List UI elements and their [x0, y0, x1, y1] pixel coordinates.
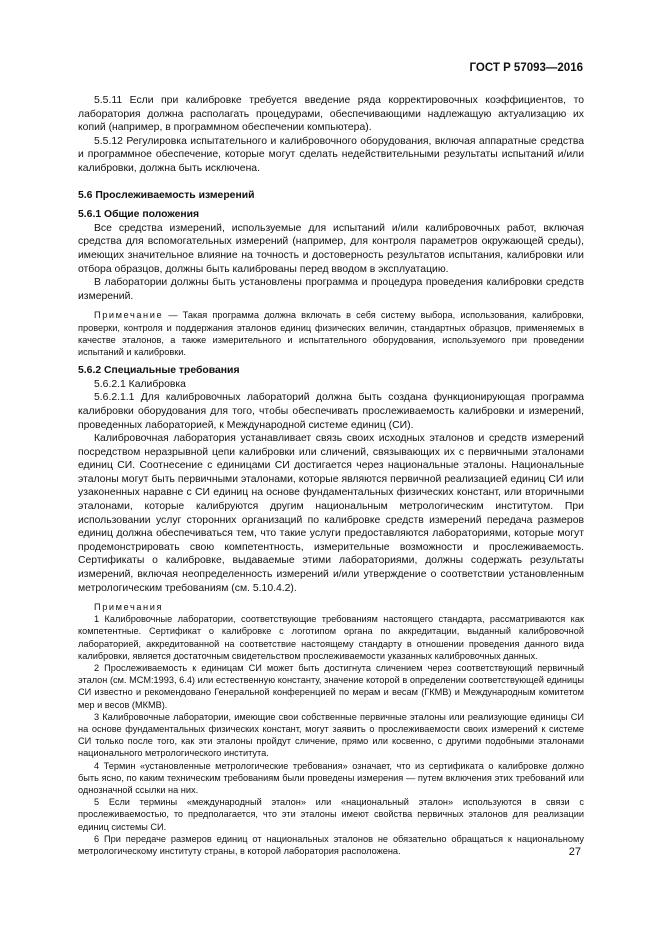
paragraph-5-5-12: 5.5.12 Регулировка испытательного и калибровочного оборудования, включая аппаратные средства и программное обеспечение, которые могут сделать недействительными результаты испытаний и/или калибровки, должна быть исключена. — [78, 135, 584, 174]
page-number: 27 — [568, 846, 581, 858]
note-item: 4 Термин «установленные метрологические требования» означает, что из сертификата о калибровке должно быть ясно, по каким техническим требованиям были проведены измерения — путем включения этих требований или однозначной ссылки на них. — [78, 760, 584, 796]
note-item: 3 Калибровочные лаборатории, имеющие свои собственные первичные эталоны или реализующие единицы СИ на основе фундаментальных физических констант, могут заявить о прослеживаемости своих измерений к системе СИ только после того, как эти эталоны пройдут сличение, прямо или косвенно, с другими подобными эталонами национального метрологического института. — [78, 711, 584, 759]
paragraph-5-6-1-a: Все средства измерений, используемые для испытаний и/или калибровочных работ, включая средства для вспомогательных измерений (например, для контроля параметров окружающей среды), имеющих значительное влияние на точность и достоверность результатов испытания, калибровки или отбора образцов, должны быть калиброваны перед вводом в эксплуатацию. — [78, 222, 584, 275]
section-heading-5-6-1: 5.6.1 Общие положения — [78, 209, 200, 221]
note-label: Примечание — [94, 310, 164, 321]
section-heading-5-6-2: 5.6.2 Специальные требования — [78, 365, 240, 377]
paragraph-5-5-11: 5.5.11 Если при калибровке требуется введение ряда корректировочных коэффициентов, то лаборатория должна располагать процедурами, обеспечивающими надлежащую актуализацию их копий (например, в программном обеспечении компьютера). — [78, 95, 584, 134]
paragraph-calibration-lab: Калибровочная лаборатория устанавливает связь своих исходных эталонов и средств измерений посредством неразрывной цепи калибровки или сличений, связывающих их с первичными эталонами единиц СИ. Соотнесение с единицами СИ достигается через национальные эталоны. Национальные эталоны могут быть первичными эталонами, которые являются первичной реализацией единиц СИ или узаконенных наравне с СИ единиц на основе фундаментальных физических констант, или вторичными эталонами, которые калибруются другим национальным метрологическим институтом. При использовании услуг сторонних организаций по калибровке средств измерений передача размеров единиц должна обеспечиваться тем, что такие услуги предоставляются лабораториями, которые могут продемонстрировать свою компетентность, измерительные возможности и прослеживаемость. Сертификаты о калибровке, выдаваемые этими лабораториями, должны содержать результаты измерений, включая неопределенность измерений и/или утверждение о соответствии установленным метрологическим требованиям (см. 5.10.4.2). — [78, 433, 584, 594]
paragraph-5-6-2-1-1: 5.6.2.1.1 Для калибровочных лабораторий должна быть создана функционирующая программа калибровки оборудования для того, чтобы обеспечивать прослеживаемость калибровки и измерений, проведенных лабораторией, к Международной системе единиц (СИ). — [78, 392, 584, 431]
section-heading-5-6-2-1: 5.6.2.1 Калибровка — [94, 378, 186, 390]
standard-header: ГОСТ Р 57093—2016 — [469, 62, 583, 74]
document-body — [78, 94, 584, 857]
paragraph-5-6-1-b: В лаборатории должны быть установлены программа и процедура проведения калибровки средств измерений. — [78, 277, 584, 302]
note-item: 5 Если термины «международный эталон» или «национальный эталон» используются в связи с прослеживаемостью, то предполагается, что эти эталоны имеют свойства первичных эталонов для реализации единиц системы СИ. — [78, 797, 584, 832]
section-heading-5-6: 5.6 Прослеживаемость измерений — [78, 189, 255, 201]
note-item: 1 Калибровочные лаборатории, соответствующие требованиям настоящего стандарта, рассматриваются как компетентные. Сертификат о калибровке с логотипом органа по аккредитации, выданный калибровочной лабораторией, аккредитованной на соответствие настоящему стандарту в отношении проведения данного вида калибровки, является достаточным свидетельством прослеживаемости указанных калибровочных данных. — [78, 614, 584, 661]
note-block — [78, 309, 584, 358]
notes-title: Примечания — [94, 602, 164, 613]
note-item: 6 При передаче размеров единиц от национальных эталонов не обязательно обращаться к национальному метрологическому институту страны, в которой лаборатория расположена. — [78, 833, 584, 857]
note-item: 2 Прослеживаемость к единицам СИ может быть достигнута сличением через соответствующий первичный эталон (см. МСМ:1993, 6.4) или естественную константу, значение которой в определении соответствующей единицы СИ известно и рекомендовано Генеральной конференцией по мерам и весам (ГКМВ) и Международным комитетом мер и весов (МКМВ). — [78, 663, 584, 710]
note-text: — Такая программа должна включать в себя систему выбора, использования, калибровки, проверки, контроля и поддержания эталонов единиц физических величин, стандартных образцов, применяемых в качестве эталонов, а также измерительного и испытательного оборудования, используемого при проведении испытаний и калибровки. — [78, 310, 584, 357]
